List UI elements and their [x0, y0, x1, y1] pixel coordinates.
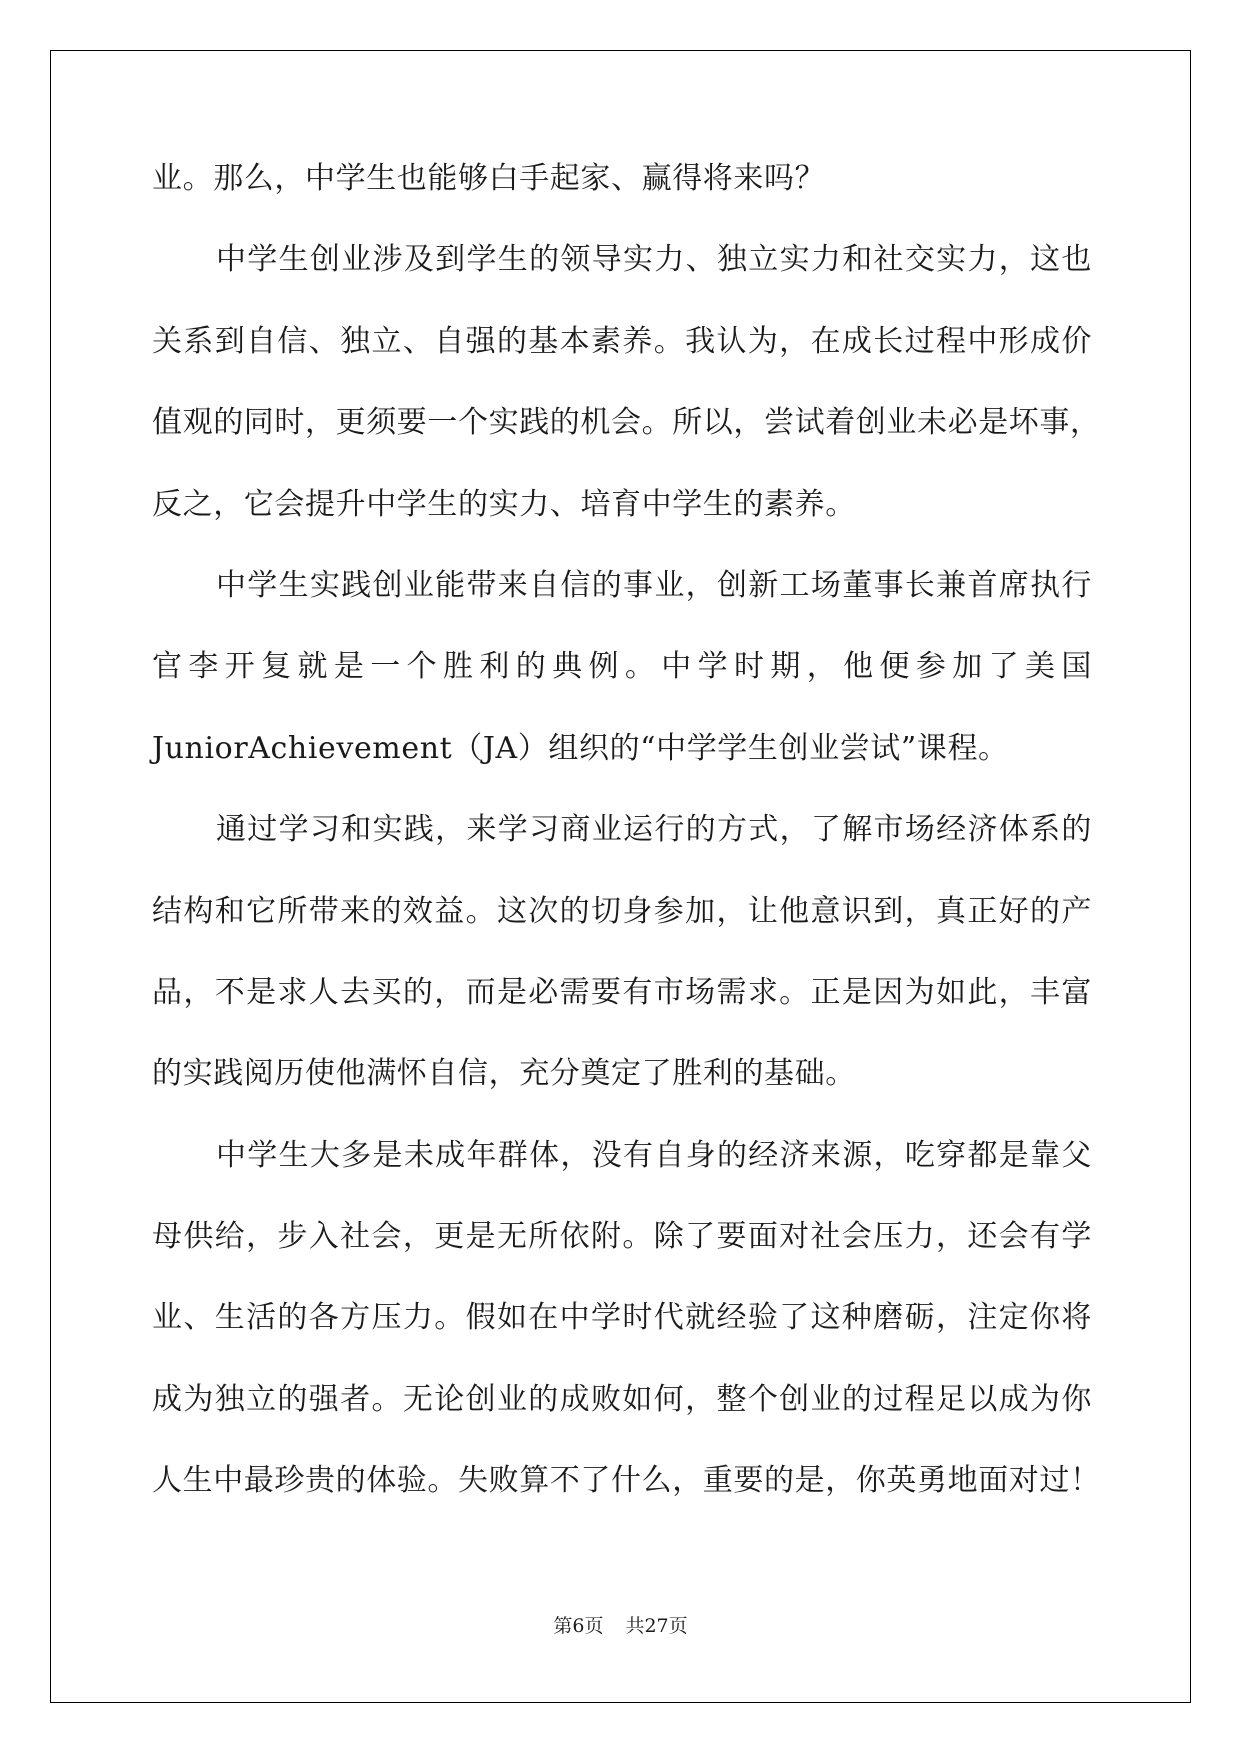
page-number: 第6页	[553, 1615, 604, 1637]
paragraph-start-line: 通过学习和实践，来学习商业运行的方式，了解市场经济体系的	[216, 812, 1092, 848]
text-line: 成为独立的强者。无论创业的成败如何，整个创业的过程足以成为你	[152, 1381, 1092, 1417]
text-line: 母供给，步入社会，更是无所依附。除了要面对社会压力，还会有学	[152, 1219, 1092, 1255]
text-line: 品，不是求人去买的，而是必需要有市场需求。正是因为如此，丰富	[152, 974, 1092, 1010]
text-line: 关系到自信、独立、自强的基本素养。我认为，在成长过程中形成价	[152, 323, 1092, 359]
paragraph-start-line: 中学生大多是未成年群体，没有自身的经济来源，吃穿都是靠父	[216, 1137, 1092, 1173]
paragraph-start-line: 中学生实践创业能带来自信的事业，创新工场董事长兼首席执行	[216, 567, 1092, 603]
text-line: 的实践阅历使他满怀自信，充分奠定了胜利的基础。	[152, 1056, 856, 1092]
text-line: 结构和它所带来的效益。这次的切身参加，让他意识到，真正好的产	[152, 893, 1092, 929]
text-line: 反之，它会提升中学生的实力、培育中学生的素养。	[152, 486, 856, 522]
text-line: 业、生活的各方压力。假如在中学时代就经验了这种磨砺，注定你将	[152, 1300, 1092, 1336]
text-line: 业。那么，中学生也能够白手起家、赢得将来吗？	[152, 161, 826, 196]
text-line: JuniorAchievement（JA）组织的“中学学生创业尝试”课程。	[152, 730, 1009, 766]
page-total: 共27页	[625, 1615, 688, 1637]
document-body	[152, 158, 1101, 1542]
text-line: 人生中最珍贵的体验。失败算不了什么，重要的是，你英勇地面对过！	[152, 1463, 1101, 1499]
text-line: 值观的同时，更须要一个实践的机会。所以，尝试着创业未必是坏事，	[152, 405, 1101, 441]
paragraph-start-line: 中学生创业涉及到学生的领导实力、独立实力和社交实力，这也	[216, 242, 1092, 278]
text-line: 官李开复就是一个胜利的典例。中学时期，他便参加了美国	[152, 649, 1092, 685]
page-footer	[0, 1611, 1241, 1638]
